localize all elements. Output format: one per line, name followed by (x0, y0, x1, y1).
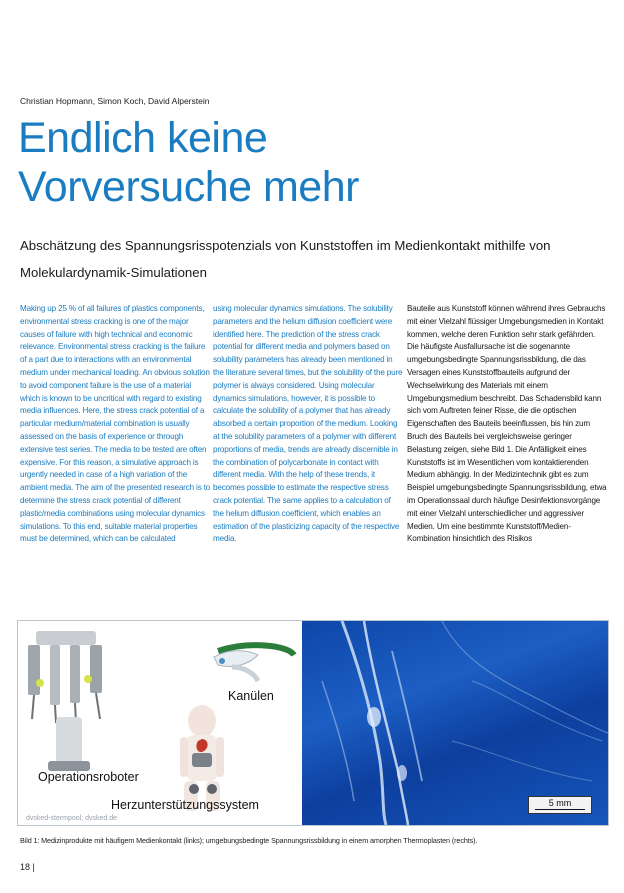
figure-caption: Bild 1: Medizinprodukte mit häufigem Medienkontakt (links); umgebungsbedingte Spannungsrissbildung in einem amorphen Thermoplasten (rechts). (20, 836, 478, 845)
article-title (18, 114, 359, 212)
image-credit: dvsked-stermpool; dvsked.de (26, 815, 118, 822)
page-number: 18 | (20, 862, 35, 872)
english-abstract-column-2 (213, 303, 403, 546)
scale-bar (528, 796, 592, 814)
title-line-1: Endlich keine (18, 114, 268, 162)
article-subtitle: Abschätzung des Spannungsrisspotenzials von Kunststoffen im Medienkontakt mithilfe von Molekulardynamik-Simulationen (20, 238, 551, 280)
scale-bar-label: 5 mm (548, 798, 572, 808)
medical-products-image (18, 621, 302, 825)
figure-1 (17, 620, 609, 826)
authors: Christian Hopmann, Simon Koch, David Alperstein (20, 96, 210, 106)
crack-pattern (302, 621, 608, 825)
label-herzunterstuetzungssystem: Herzunterstützungssystem (111, 798, 259, 812)
german-body-column (407, 303, 607, 546)
cannula-icon (214, 645, 294, 681)
label-operationsroboter: Operationsroboter (38, 770, 139, 784)
heart-support-system-icon (180, 705, 224, 811)
title-line-2: Vorversuche mehr (18, 163, 359, 211)
label-kanuelen: Kanülen (228, 689, 274, 703)
surgical-robot-icon (28, 631, 102, 771)
english-abstract-text-1: Making up 25 % of all failures of plastics components, environmental stress cracking is one of the major causes of failure with high technical and economic relevance. Environmental stress cracking is the failure of a part due to interactions with an environmental medium under mechanical loading. An obvious solution to avoid component failure is the use of a material which is known to be uncritical with regard to existing media influences. Here, the stress crack potential of a particular medium/material combination is usually assessed on the basis of experience or through extensive test series. The media to be tested are often expensive. For this reason, a simulative approach is urgently needed in case of a high variation of the ambient media. The aim of the presented research is to determine the stress crack potential of different plastic/media combinations using molecular dynamics simulations. To this end, suitable material properties must be determined, which can be calculated (20, 304, 211, 544)
german-body-text: Bauteile aus Kunststoff können während ihres Gebrauchs mit einer Vielzahl flüssiger Umgebungsmedien in Kontakt kommen, welche deren Funktion sehr stark gefährden. Die häufigste Ausfallursache ist die sogenannte umgebungsbedingte Spannungsrissbildung, die das Versagen eines Kunststoffbauteils aufgrund der Wechselwirkung des Materials mit einem Umgebungsmedium beschreibt. Das Schadensbild kann sich vom Auftreten feiner Risse, die die optischen Eigenschaften des Bauteils beeinflussen, bis hin zum Bruch des Bauteils bei vergleichsweise geringer Belastung zeigen, siehe Bild 1. Die Anfälligkeit eines Kunststoffs ist im Wesentlichen vom kontaktierenden Medium abhängig. In der Medizintechnik gibt es zum Beispiel umgebungsbedingte Spannungsrissbildung, etwa im Operationssaal durch häufige Desinfektionsvorgänge mit einer Vielzahl unterschiedlicher und aggressiver Medien. Um eine bestimmte Kunststoff/Medien-Kombination hinsichtlich des Risikos (407, 304, 607, 544)
english-abstract-column-1 (20, 303, 212, 546)
english-abstract-text-2: using molecular dynamics simulations. The solubility parameters and the helium diffusion coefficient were identified here. The prediction of the stress crack potential for different media and polymers based on solubility parameters has already been mentioned in the literature several times, but the solubility of the pure polymer is always considered. Using molecular dynamics simulations, however, it is possible to calculate the solubility of a polymer that has already absorbed a certain proportion of the medium. Looking at the solubility parameters of a polymer with different proportions of media, trends are already discernible in the combination of polycarbonate in contact with different media. With the help of these trends, it becomes possible to estimate the respective stress crack potential. The same applies to a calculation of the helium diffusion coefficient, which enables an estimation of the plasticizing capacity of the respective media. (213, 304, 403, 544)
medical-products-illustration (18, 621, 302, 825)
scale-bar-line (535, 809, 585, 811)
stress-crack-micrograph (302, 621, 608, 825)
